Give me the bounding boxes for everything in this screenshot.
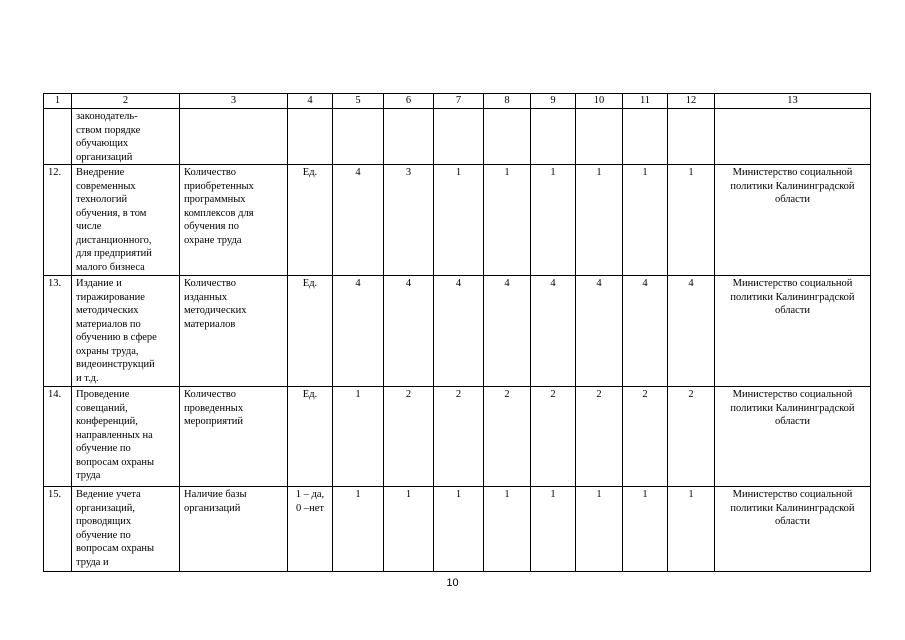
value-cell: 4: [484, 276, 531, 387]
header-row: [44, 94, 871, 109]
activity-cell: Внедрение современных технологий обучения, в том числе дистанционного, для предприятий малого бизнеса: [72, 165, 180, 276]
responsible-cell: Министерство социальной политики Калининградской области: [715, 487, 871, 572]
table-row: [44, 387, 871, 487]
value-cell: 4: [668, 276, 715, 387]
value-cell: 3: [384, 165, 434, 276]
header-cell: 5: [333, 94, 384, 109]
value-cell: 2: [623, 387, 668, 487]
value-cell: 2: [531, 387, 576, 487]
indicator-cell: Количество проведенных мероприятий: [180, 387, 288, 487]
header-cell: 8: [484, 94, 531, 109]
value-cell: 1: [668, 487, 715, 572]
header-cell: 9: [531, 94, 576, 109]
value-cell: 1: [668, 165, 715, 276]
value-cell: 1: [484, 487, 531, 572]
activity-cell: Издание и тиражирование методических материалов по обучению в сфере охраны труда, видеоинструкций и т.д.: [72, 276, 180, 387]
value-cell: 2: [384, 387, 434, 487]
header-cell: 1: [44, 94, 72, 109]
value-cell: 1: [576, 487, 623, 572]
indicator-cell: Количество приобретенных программных комплексов для обучения по охране труда: [180, 165, 288, 276]
value-cell: 2: [668, 387, 715, 487]
header-cell: 12: [668, 94, 715, 109]
value-cell: 2: [434, 387, 484, 487]
indicator-cell: Количество изданных методических материалов: [180, 276, 288, 387]
continuation-row: [44, 109, 871, 165]
responsible-cell: Министерство социальной политики Калининградской области: [715, 387, 871, 487]
value-cell: 4: [434, 276, 484, 387]
row-number-cell: 15.: [44, 487, 72, 572]
header-cell: 4: [288, 94, 333, 109]
activity-cell: Ведение учета организаций, проводящих обучение по вопросам охраны труда и: [72, 487, 180, 572]
header-cell: 2: [72, 94, 180, 109]
table-row: [44, 276, 871, 387]
value-cell: 1: [434, 165, 484, 276]
unit-cell: Ед.: [288, 276, 333, 387]
unit-cell: 1 – да, 0 –нет: [288, 487, 333, 572]
table-row: [44, 165, 871, 276]
header-cell: 13: [715, 94, 871, 109]
value-cell: 1: [384, 487, 434, 572]
value-cell: 4: [576, 276, 623, 387]
value-cell: 1: [484, 165, 531, 276]
value-cell: 2: [576, 387, 623, 487]
indicator-cell: Наличие базы организаций: [180, 487, 288, 572]
value-cell: 1: [434, 487, 484, 572]
responsible-cell: Министерство социальной политики Калининградской области: [715, 165, 871, 276]
program-table: [43, 93, 871, 572]
continuation-num-cell: [44, 109, 72, 165]
value-cell: 4: [531, 276, 576, 387]
value-cell: 4: [623, 276, 668, 387]
value-cell: 1: [623, 487, 668, 572]
value-cell: 1: [623, 165, 668, 276]
value-cell: 4: [384, 276, 434, 387]
value-cell: 1: [333, 387, 384, 487]
value-cell: 4: [333, 165, 384, 276]
unit-cell: Ед.: [288, 165, 333, 276]
responsible-cell: Министерство социальной политики Калининградской области: [715, 276, 871, 387]
row-number-cell: 14.: [44, 387, 72, 487]
row-number-cell: 12.: [44, 165, 72, 276]
value-cell: 1: [531, 487, 576, 572]
value-cell: 1: [333, 487, 384, 572]
page-number: 10: [446, 577, 459, 589]
unit-cell: Ед.: [288, 387, 333, 487]
row-number-cell: 13.: [44, 276, 72, 387]
value-cell: 1: [576, 165, 623, 276]
header-cell: 11: [623, 94, 668, 109]
continuation-activity-cell: законодатель- ством порядке обучающих организаций: [72, 109, 180, 165]
value-cell: 2: [484, 387, 531, 487]
activity-cell: Проведение совещаний, конференций, направленных на обучение по вопросам охраны труда: [72, 387, 180, 487]
table-row: [44, 487, 871, 572]
value-cell: 4: [333, 276, 384, 387]
header-cell: 7: [434, 94, 484, 109]
header-cell: 10: [576, 94, 623, 109]
value-cell: 1: [531, 165, 576, 276]
header-cell: 3: [180, 94, 288, 109]
header-cell: 6: [384, 94, 434, 109]
